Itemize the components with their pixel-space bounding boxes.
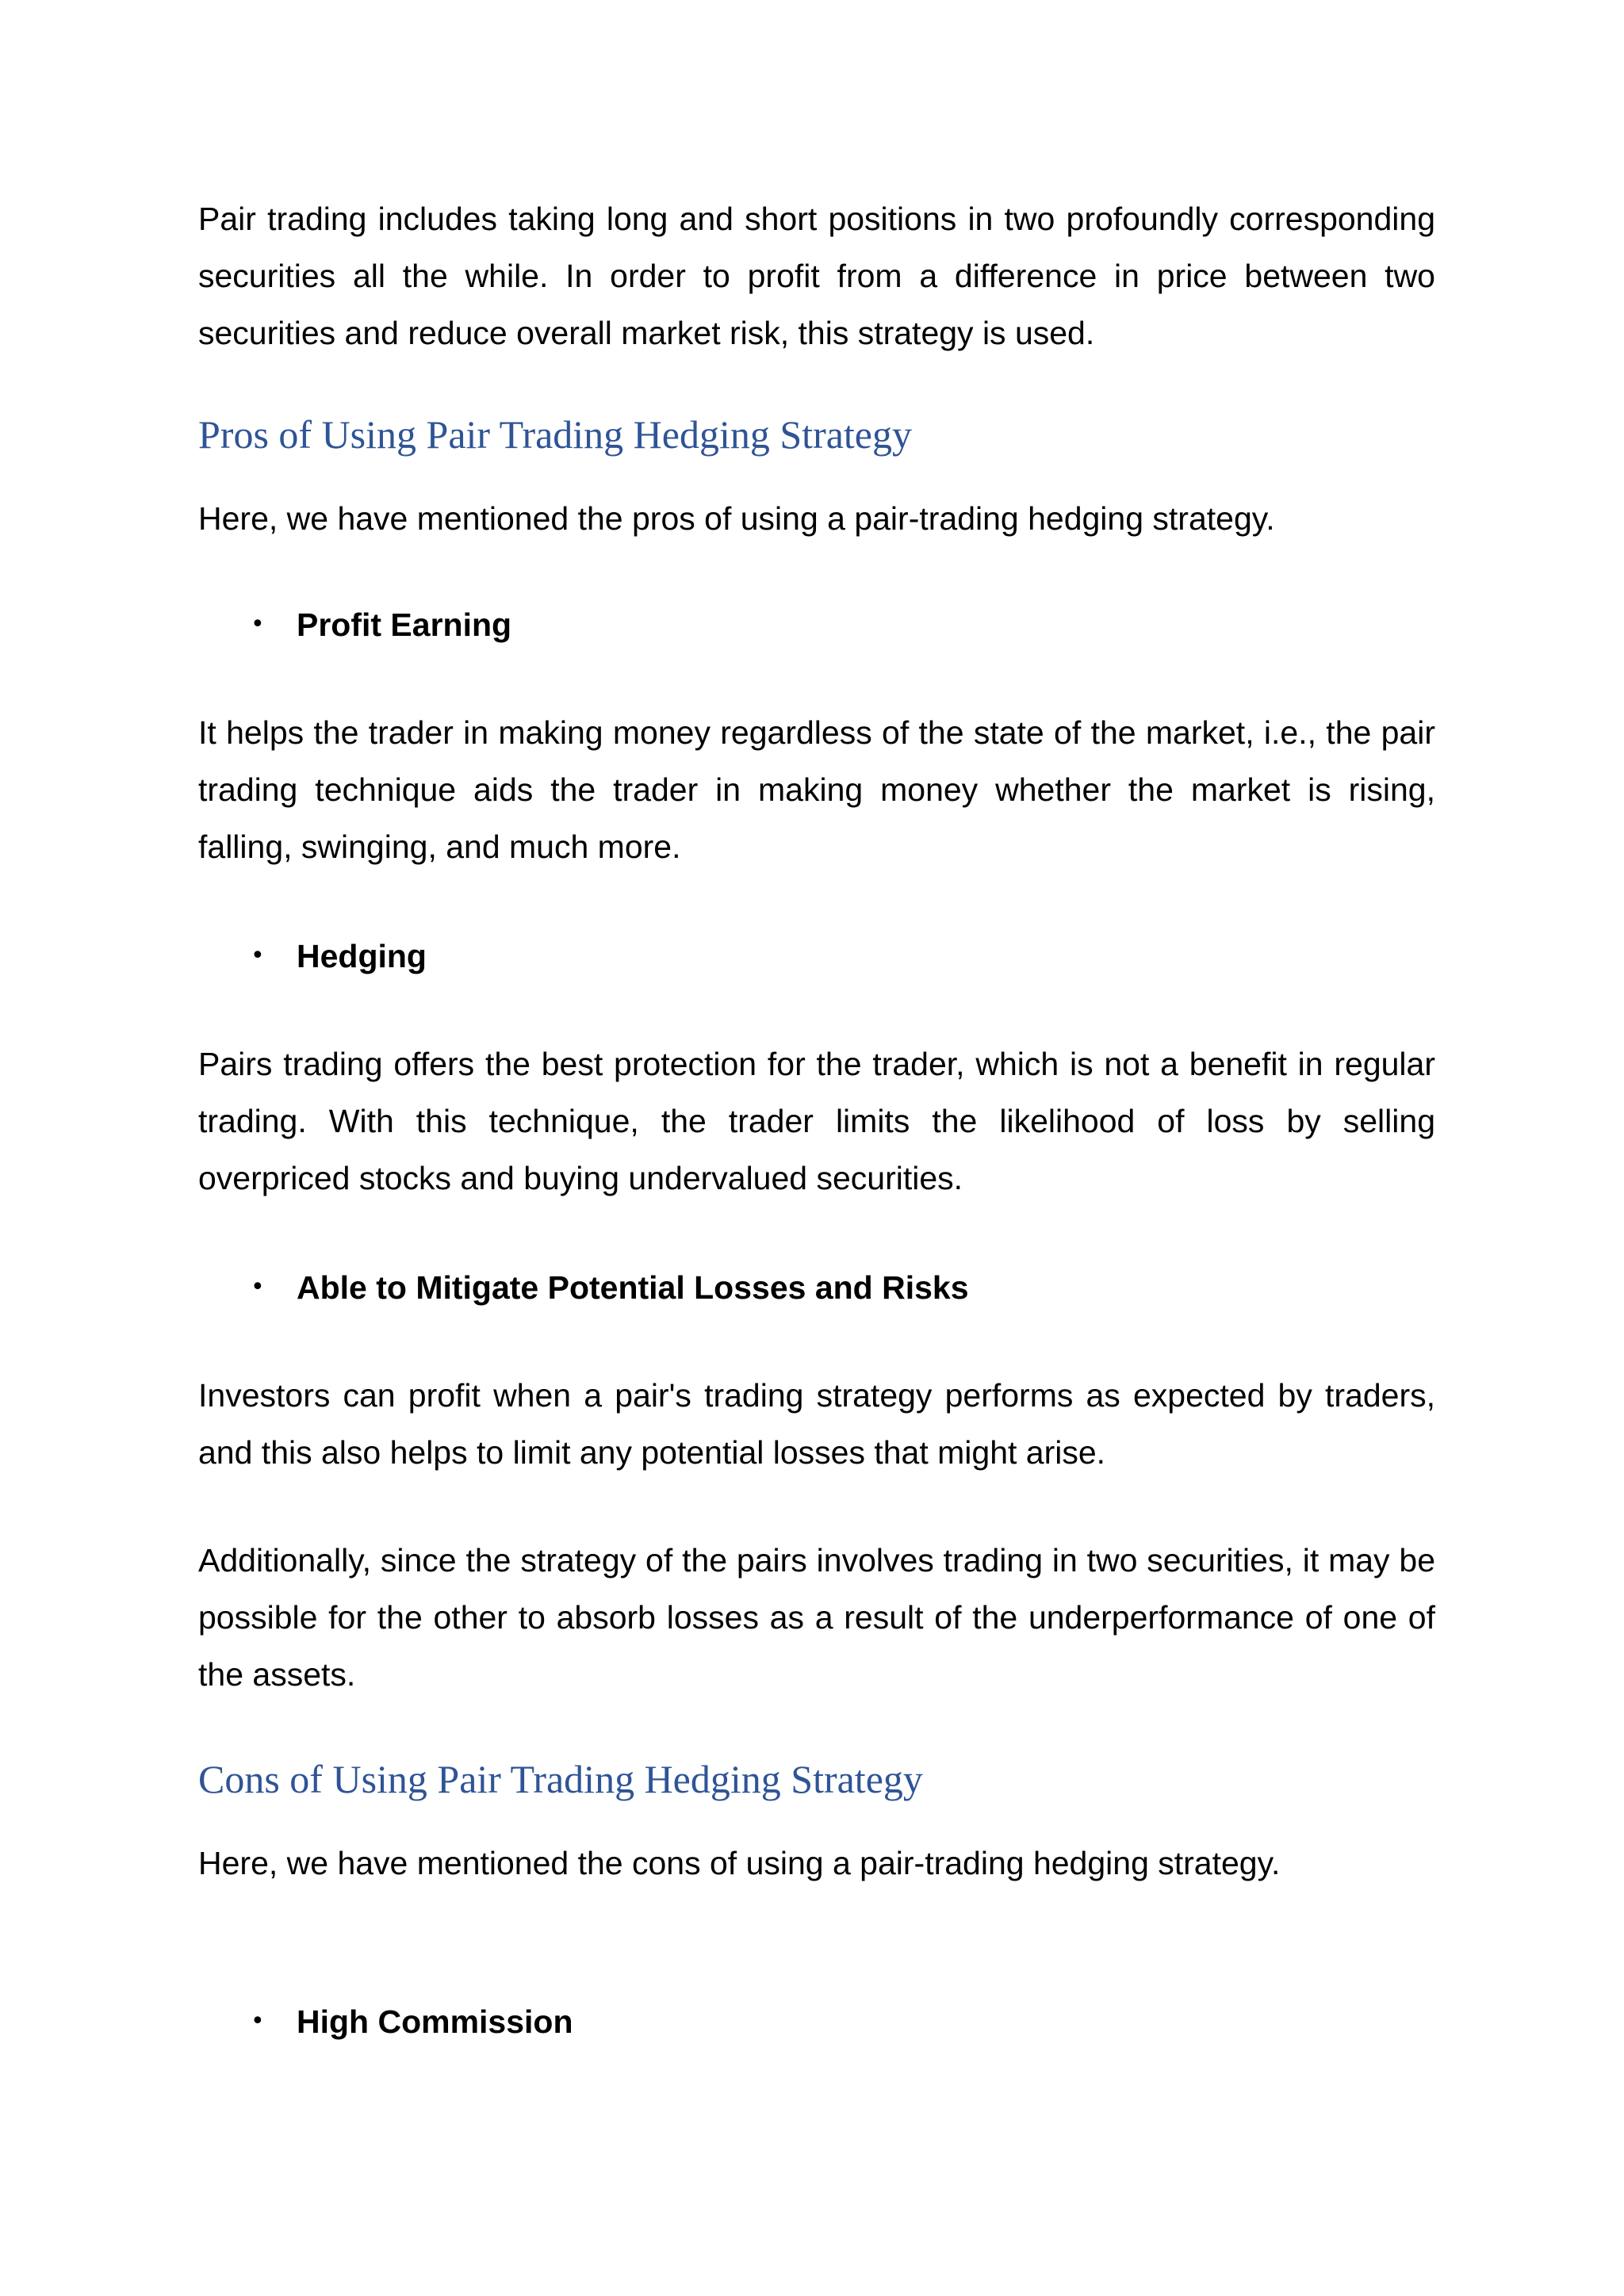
bullet-icon: • [251, 610, 265, 638]
hedging-paragraph: Pairs trading offers the best protection for the trader, which is not a benefit in regular trading. With this technique, the trader limits the likelihood of loss by selling overpriced stocks and buying undervalued securities. [198, 1046, 1435, 1196]
bullet-item-high-commission [198, 1996, 1435, 2047]
cons-lead-paragraph: Here, we have mentioned the cons of using a pair-trading hedging strategy. [198, 1845, 1281, 1881]
bullet-icon: • [251, 2007, 265, 2035]
mitigate-losses-paragraph: Investors can profit when a pair's trading strategy performs as expected by traders, and this also helps to limit any potential losses that might arise. [198, 1377, 1435, 1471]
bullet-title: Hedging [297, 938, 427, 974]
pros-heading: Pros of Using Pair Trading Hedging Strategy [198, 412, 912, 457]
bullet-icon: • [251, 1273, 265, 1301]
bullet-title: High Commission [297, 2003, 573, 2040]
bullet-item-profit-earning [198, 599, 1435, 650]
mitigate-losses-paragraph-2: Additionally, since the strategy of the pairs involves trading in two securities, it may be possible for the other to absorb losses as a result of the underperformance of one of the assets. [198, 1542, 1435, 1693]
bullet-item-mitigate-losses [198, 1262, 1435, 1313]
pros-lead-paragraph: Here, we have mentioned the pros of using a pair-trading hedging strategy. [198, 500, 1275, 537]
intro-paragraph: Pair trading includes taking long and short positions in two profoundly corresponding securities all the while. In order to profit from a difference in price between two securities and reduce overall market risk, this strategy is used. [198, 201, 1435, 351]
profit-earning-paragraph: It helps the trader in making money regardless of the state of the market, i.e., the pair trading technique aids the trader in making money whether the market is rising, falling, swinging, and much more. [198, 714, 1435, 865]
bullet-item-hedging [198, 931, 1435, 982]
bullet-icon: • [251, 942, 265, 970]
bullet-title: Able to Mitigate Potential Losses and Risks [297, 1269, 969, 1306]
bullet-title: Profit Earning [297, 607, 512, 643]
cons-heading: Cons of Using Pair Trading Hedging Strategy [198, 1757, 923, 1801]
